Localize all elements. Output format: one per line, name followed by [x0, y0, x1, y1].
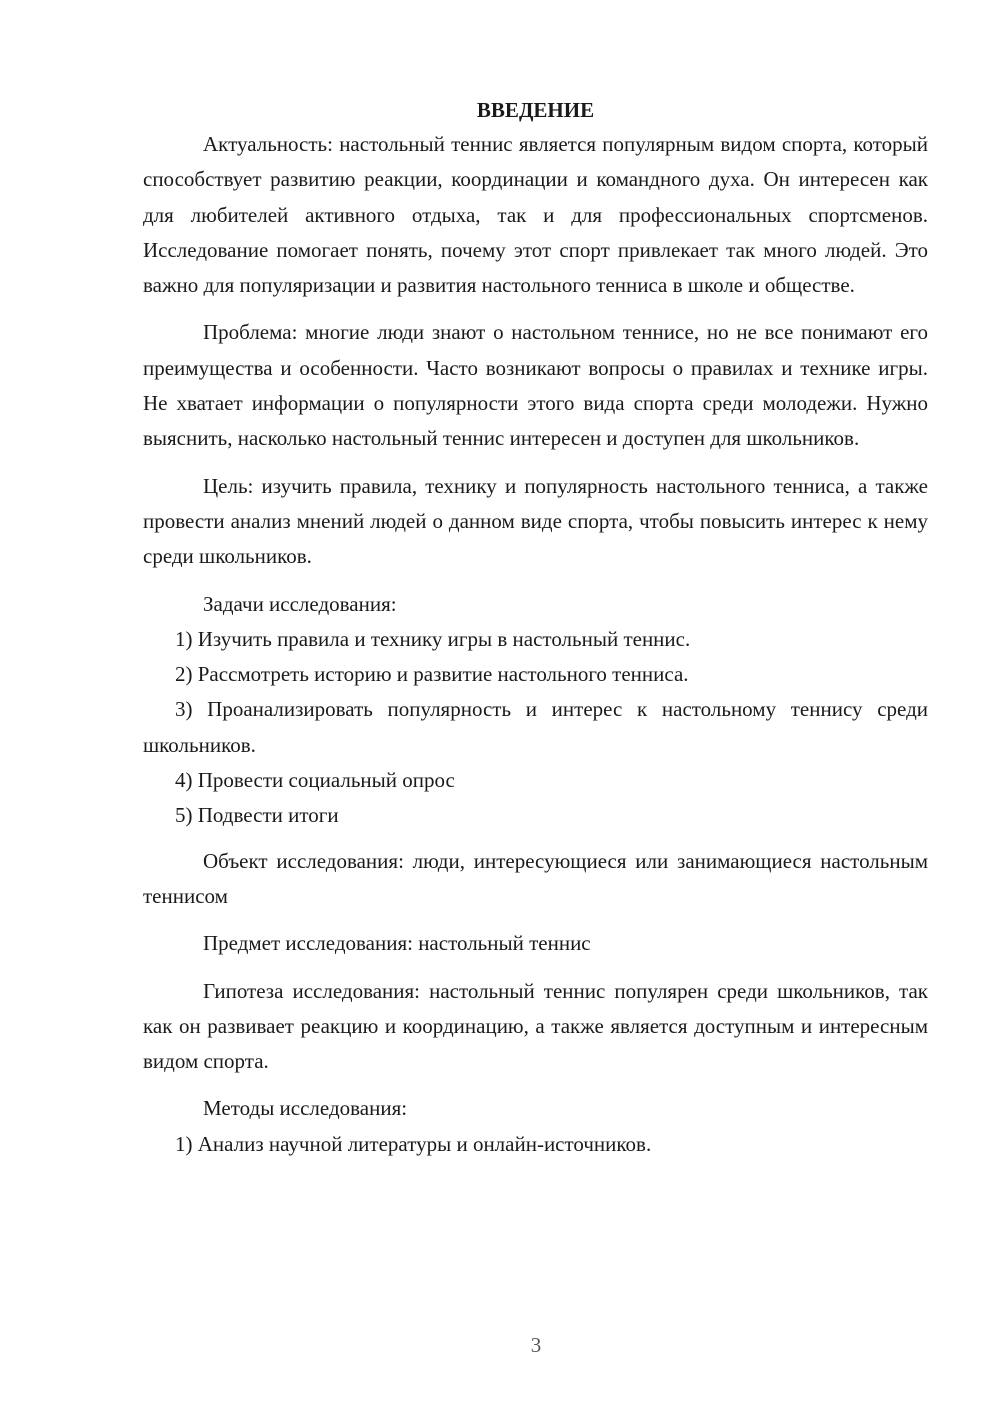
paragraph-relevance: Актуальность: настольный теннис является популярным видом спорта, который способствует развитию реакции, координации и командного духа. Он интересен как для любителей активного отдыха, так и для профессиональных спортсменов. Исследование помогает понять, почему этот спорт привлекает так много людей. Это важно для популяризации и развития настольного тенниса в школе и обществе. [143, 132, 928, 298]
paragraph-hypothesis: Гипотеза исследования: настольный теннис популярен среди школьников, так как он развивает реакцию и координацию, а также является доступным и интересным видом спорта. [143, 978, 928, 1074]
paragraph-object: Объект исследования: люди, интересующиеся или занимающиеся настольным теннисом [143, 848, 928, 908]
tasks-title: Задачи исследования: [203, 591, 397, 616]
list-item: 5) Подвести итоги [175, 803, 339, 828]
list-item: 3) Проанализировать популярность и интерес к настольному теннису среди школьников. [143, 697, 928, 757]
methods-title: Методы исследования: [203, 1096, 408, 1121]
paragraph-goal: Цель: изучить правила, технику и популярность настольного тенниса, а также провести анализ мнений людей о данном виде спорта, чтобы повысить интерес к нему среди школьников. [143, 473, 928, 569]
methods-list [143, 1127, 928, 1162]
tasks-list [143, 622, 928, 834]
list-item: 1) Анализ научной литературы и онлайн-источников. [175, 1131, 652, 1156]
list-item: 4) Провести социальный опрос [175, 768, 455, 793]
list-item: 2) Рассмотреть историю и развитие настольного тенниса. [175, 662, 689, 687]
list-item: 1) Изучить правила и технику игры в настольный теннис. [175, 626, 691, 651]
paragraph-problem: Проблема: многие люди знают о настольном теннисе, но не все понимают его преимущества и особенности. Часто возникают вопросы о правилах и технике игры. Не хватает информации о популярности этого вида спорта среди молодежи. Нужно выяснить, насколько настольный теннис интересен и доступен для школьников. [143, 320, 928, 451]
paragraph-subject: Предмет исследования: настольный теннис [203, 931, 591, 956]
document-page [143, 95, 928, 1162]
page-number: 3 [530, 1333, 542, 1357]
section-heading: ВВЕДЕНИЕ [476, 98, 595, 122]
